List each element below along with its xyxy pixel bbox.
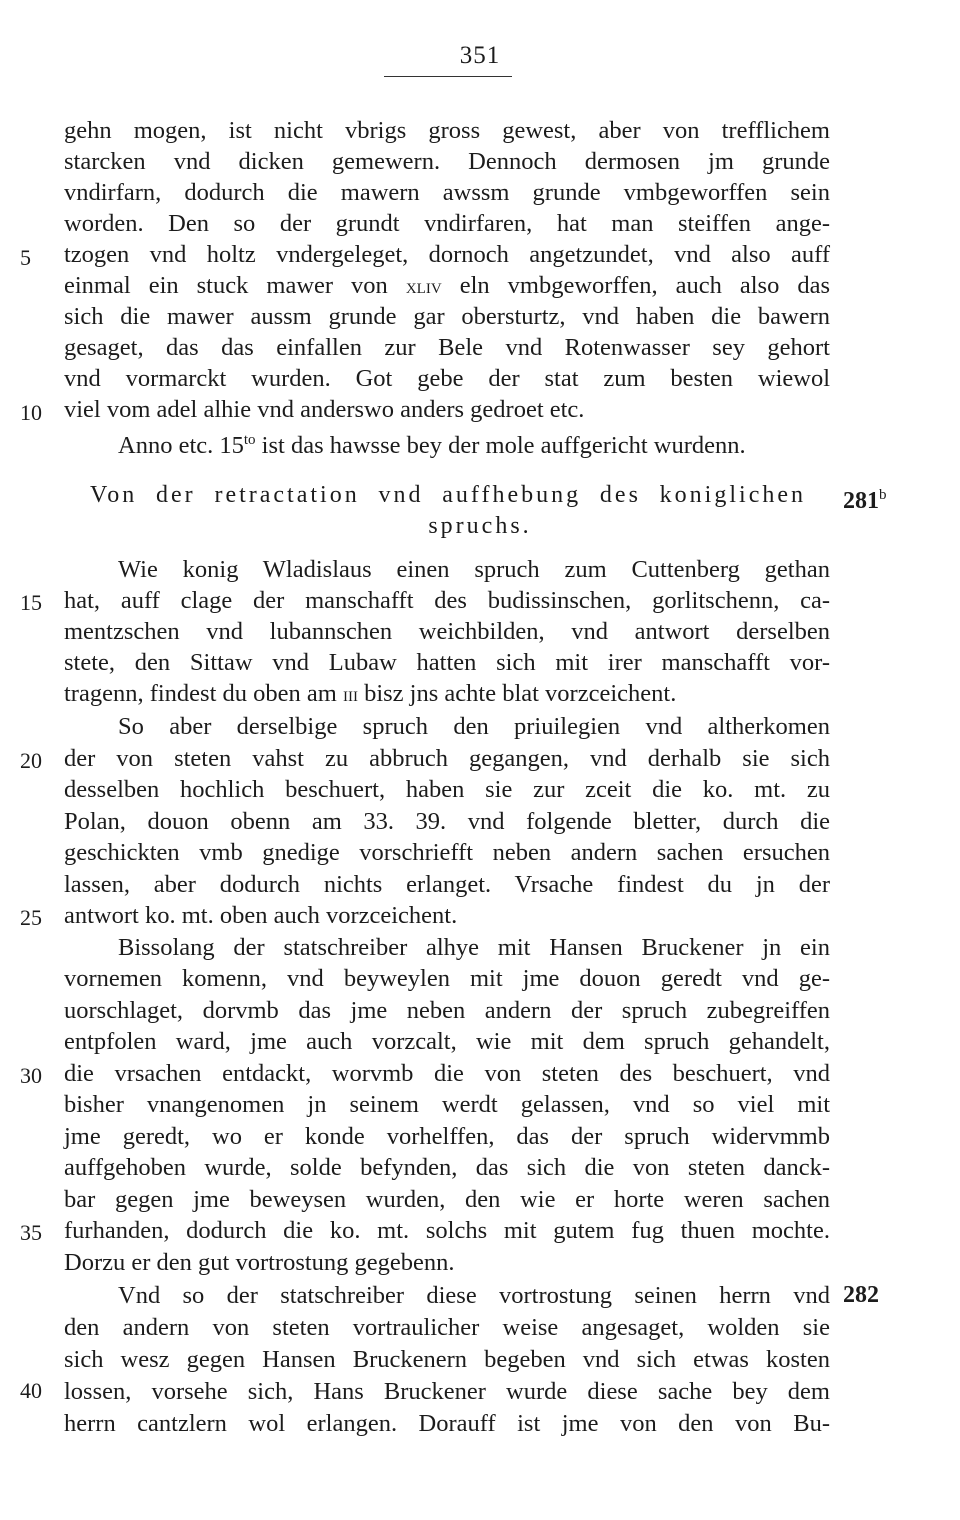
text-line: entpfolen ward, jme auch vorzcalt, wie mit dem spruch gehandelt, [64,1028,830,1055]
text-line: stete, den Sittaw vnd Lubaw hatten sich mit irer manschafft vor- [64,649,830,676]
line-number-20: 20 [20,748,42,773]
text-line: starcken vnd dicken gemewern. Dennoch dermosen jm grunde [64,148,830,175]
text-line: lossen, vorsehe sich, Hans Bruckener wurde diese sache bey dem [64,1378,830,1405]
text-line: vnd vormarckt wurden. Got gebe der stat zum besten wiewol [64,365,830,392]
text-line [64,270,830,301]
text-line: antwort ko. mt. oben auch vorzceichent. [64,902,458,929]
text-line: vornemen komenn, vnd beyweylen mit jme douon geredt vnd ge- [64,965,830,992]
line-number-5: 5 [20,245,31,270]
text-line: desselben hochlich beschuert, haben sie zur zceit die ko. mt. zu [64,776,830,803]
text-line: bar gegen jme beweysen wurden, den wie er horte weren sachen [64,1186,830,1213]
text-run: Anno etc. 15 [118,432,244,460]
text-line: gehn mogen, ist nicht vbrigs gross gewest, aber von trefflichem [64,117,830,144]
text-line: Dorzu er den gut vortrostung gegebenn. [64,1249,455,1276]
text-line: geschickten vmb gnedige vorschriefft neben andern sachen ersuchen [64,839,830,866]
text-line: Polan, douon obenn am 33. 39. vnd folgende bletter, durch die [64,808,830,835]
text-line: sich die mawer aussm grunde gar obersturtz, vnd haben die bawern [64,303,830,330]
page-number: 351 [459,42,501,69]
text-run: einmal ein stuck mawer von [64,272,388,299]
text-line: mentzschen vnd lubannschen weichbilden, vnd antwort derselben [64,618,830,645]
text-line: worden. Den so der grundt vndirfaren, hat man steiffen ange- [64,210,830,237]
roman-numeral: iii [342,682,358,706]
text-line: furhanden, dodurch die ko. mt. solchs mit gutem fug thuen mochte. [64,1217,830,1244]
section-heading-continued: spruchs. [428,513,532,539]
margin-ref-suffix: b [879,487,887,503]
line-number-25: 25 [20,905,42,930]
text-line: auffgehoben wurde, solde befynden, das sich die von steten danck- [64,1154,830,1181]
text-line: den andern von steten vortraulicher weise angesaget, wolden sie [64,1314,830,1341]
text-line: lassen, aber dodurch nichts erlanget. Vrsache findest du jn der [64,871,830,898]
superscript: to [243,432,256,448]
roman-numeral: xliv [405,274,442,298]
text-line: herrn cantzlern wol erlangen. Dorauff ist jme von den von Bu- [64,1410,830,1437]
text-line [118,425,830,460]
text-run: tragenn, findest du oben am [64,680,337,707]
text-line: Vnd so der statschreiber diese vortrostung seinen herrn vnd [118,1282,830,1309]
text-line: bisher vnangenomen jn seinem werdt gelassen, vnd so viel mit [64,1091,830,1118]
text-line: So aber derselbige spruch den priuilegien vnd altherkomen [118,713,830,740]
text-line: Wie konig Wladislaus einen spruch zum Cuttenberg gethan [118,556,830,583]
text-run: eln vmbgeworffen, auch also das [459,272,831,299]
text-line [64,678,830,709]
margin-reference-282: 282 [843,1282,879,1308]
header-rule [384,76,512,77]
line-number-15: 15 [20,590,42,615]
margin-ref-number: 281 [843,488,879,514]
text-line: sich wesz gegen Hansen Bruckenern begeben vnd sich etwas kosten [64,1346,830,1373]
text-line: vndirfarn, dodurch die mawern awssm grunde vmbgeworffen sein [64,179,830,206]
line-number-40: 40 [20,1378,42,1403]
text-line: hat, auff clage der manschafft des budissinschen, gorlitschenn, ca- [64,587,830,614]
text-run: bisz jns achte blat vorzceichent. [364,680,677,707]
line-number-30: 30 [20,1063,42,1088]
line-number-35: 35 [20,1220,42,1245]
text-line: tzogen vnd holtz vndergeleget, dornoch angetzundet, vnd also auff [64,241,830,268]
text-line: der von steten vahst zu abbruch gegangen, vnd derhalb sie sich [64,745,830,772]
text-line: viel vom adel alhie vnd anderswo anders gedroet etc. [64,396,585,423]
section-heading: Von der retractation vnd auffhebung des koniglichen [90,482,806,508]
text-line: jme geredt, wo er konde vorhelffen, das der spruch widervmmb [64,1123,830,1150]
text-line: die vrsachen entdackt, worvmb die von steten des beschuert, vnd [64,1060,830,1087]
text-line: Bissolang der statschreiber alhye mit Hansen Bruckener jn ein [118,934,830,961]
text-line: uorschlaget, dorvmb das jme neben andern der spruch zubegreiffen [64,997,830,1024]
text-line: gesaget, das das einfallen zur Bele vnd Rotenwasser sey gehort [64,334,830,361]
text-run: ist das hawsse bey der mole auffgericht wurdenn. [261,432,746,460]
line-number-10: 10 [20,400,42,425]
